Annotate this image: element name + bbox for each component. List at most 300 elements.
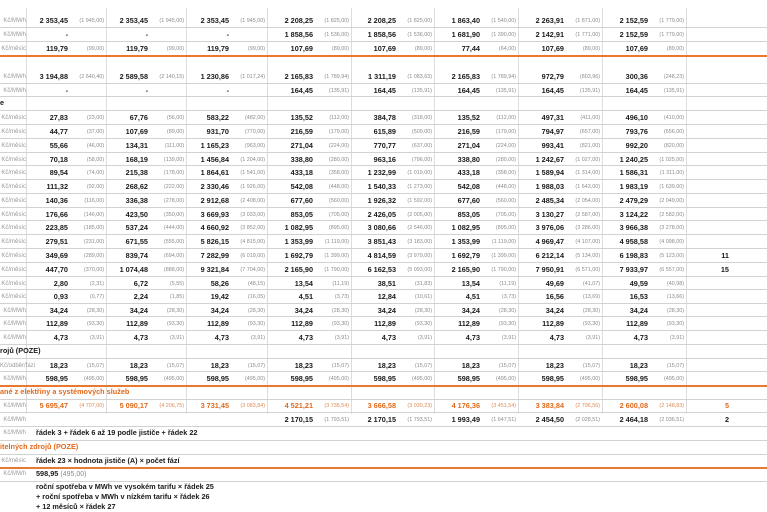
formula-consumption-3: + 12 měsíců × řádek 27 xyxy=(36,502,116,511)
price-cell xyxy=(186,317,267,331)
price-with-vat: 119,79 xyxy=(126,44,148,53)
price-without-vat: (1 790,00) xyxy=(491,267,516,273)
price-with-vat: 2 208,25 xyxy=(284,16,313,25)
price-without-vat: (112,00) xyxy=(496,115,516,121)
price-cell xyxy=(26,84,106,98)
price-with-vat: 4 176,36 xyxy=(451,401,480,410)
price-with-vat: 34,24 xyxy=(294,306,313,315)
price-with-vat: 271,04 xyxy=(290,141,313,150)
price-without-vat: (1 017,24) xyxy=(240,74,265,80)
price-cell xyxy=(686,180,767,194)
price-with-vat: 49,59 xyxy=(629,279,648,288)
price-without-vat: (6 557,00) xyxy=(659,267,684,273)
price-without-vat: (1 541,00) xyxy=(240,170,265,176)
price-without-vat: (278,00) xyxy=(163,198,184,204)
price-with-vat: 5 695,47 xyxy=(39,401,68,410)
price-without-vat: (1 311,00) xyxy=(659,170,684,176)
price-cell xyxy=(434,317,518,331)
price-cell xyxy=(602,14,686,28)
price-without-vat: (1 871,00) xyxy=(575,18,600,24)
price-with-vat: 176,66 xyxy=(45,210,68,219)
price-without-vat: (3 030,23) xyxy=(407,403,432,409)
price-with-vat: 18,23 xyxy=(129,361,148,370)
price-with-vat: 2 152,59 xyxy=(619,16,648,25)
price-with-vat: 677,60 xyxy=(290,196,313,205)
price-with-vat: 598,95 xyxy=(373,374,396,383)
price-without-vat: (13,69) xyxy=(582,294,600,300)
price-cell xyxy=(267,166,351,180)
price-without-vat: (231,00) xyxy=(83,239,104,245)
price-with-vat: 19,42 xyxy=(210,292,229,301)
price-cell xyxy=(518,277,602,291)
price-cell xyxy=(106,153,186,167)
price-cell xyxy=(26,263,106,277)
price-cell xyxy=(351,277,434,291)
price-cell xyxy=(686,277,767,291)
price-with-vat: 2,24 xyxy=(133,292,148,301)
price-cell xyxy=(351,249,434,263)
price-without-vat: (15,07) xyxy=(498,363,516,369)
price-without-vat: (112,00) xyxy=(329,115,349,121)
price-cell xyxy=(351,28,434,42)
unit-label: Kč/měsíc xyxy=(1,253,26,259)
price-cell xyxy=(602,153,686,167)
price-without-vat: (3,91) xyxy=(334,335,349,341)
price-with-vat: 1 692,79 xyxy=(451,251,480,260)
price-cell xyxy=(686,153,767,167)
price-with-vat: 7 950,91 xyxy=(535,265,564,274)
unit-label: Kč/MWh xyxy=(3,88,26,94)
price-cell xyxy=(686,317,767,331)
price-without-vat: (6 571,00) xyxy=(575,267,600,273)
price-without-vat: (694,00) xyxy=(163,253,184,259)
price-cell xyxy=(602,208,686,222)
table-row xyxy=(0,290,767,304)
price-without-vat: (3,91) xyxy=(169,335,184,341)
price-with-vat: 931,70 xyxy=(206,127,229,136)
price-without-vat: (495,00) xyxy=(163,376,184,382)
price-cell xyxy=(186,249,267,263)
price-without-vat: (3,91) xyxy=(250,335,265,341)
price-with-vat: 16,56 xyxy=(545,292,564,301)
price-without-vat: (1 027,00) xyxy=(575,157,600,163)
table-row xyxy=(0,399,767,413)
price-without-vat: (656,00) xyxy=(663,129,684,135)
price-with-vat: 2 xyxy=(724,415,729,424)
price-cell xyxy=(518,235,602,249)
price-with-vat: 598,95 xyxy=(457,374,480,383)
price-with-vat: 4,73 xyxy=(133,333,148,342)
price-with-vat: 112,89 xyxy=(626,319,648,328)
price-cell xyxy=(518,194,602,208)
price-cell xyxy=(267,317,351,331)
price-cell xyxy=(602,166,686,180)
price-without-vat: (495,00) xyxy=(83,376,104,382)
price-cell xyxy=(267,42,351,56)
price-with-vat: 4 814,59 xyxy=(367,251,396,260)
price-without-vat: (5,55) xyxy=(169,281,184,287)
price-without-vat: (146,00) xyxy=(83,212,104,218)
price-without-vat: (46,00) xyxy=(86,143,104,149)
price-cell xyxy=(602,331,686,345)
price-without-vat: (821,00) xyxy=(579,143,600,149)
price-cell xyxy=(106,111,186,125)
price-without-vat: (770,00) xyxy=(244,129,265,135)
price-with-vat: 3 080,66 xyxy=(367,223,396,232)
price-without-vat: (1 945,00) xyxy=(79,18,104,24)
price-without-vat: (1 779,00) xyxy=(659,18,684,24)
price-without-vat: (3,91) xyxy=(501,335,516,341)
price-with-vat: 216,59 xyxy=(290,127,313,136)
price-with-vat: 496,10 xyxy=(625,113,648,122)
price-without-vat: (560,00) xyxy=(495,198,516,204)
table-row xyxy=(0,317,767,331)
price-with-vat: 1 311,19 xyxy=(367,72,396,81)
price-cell xyxy=(434,249,518,263)
price-cell xyxy=(518,290,602,304)
price-cell xyxy=(434,125,518,139)
price-cell xyxy=(602,399,686,413)
price-without-vat: (350,00) xyxy=(163,212,184,218)
price-with-vat: 1 082,95 xyxy=(284,223,313,232)
price-without-vat: (1 926,00) xyxy=(240,184,265,190)
price-without-vat: (28,30) xyxy=(498,308,516,314)
price-without-vat: (99,00) xyxy=(247,46,265,52)
price-cell xyxy=(186,331,267,345)
price-cell xyxy=(434,372,518,386)
price-without-vat: (2 546,00) xyxy=(407,225,432,231)
price-cell xyxy=(434,413,518,427)
price-cell xyxy=(351,139,434,153)
price-with-vat: 3 130,27 xyxy=(535,210,564,219)
unit-label: Kč/MWh xyxy=(3,335,26,341)
price-cell xyxy=(351,331,434,345)
price-with-vat: - xyxy=(145,30,148,39)
price-with-vat: 963,16 xyxy=(373,155,396,164)
price-without-vat: (1 314,00) xyxy=(575,170,600,176)
section-label-poze: rojů (POZE) xyxy=(0,346,41,355)
price-with-vat: 7 933,97 xyxy=(619,265,648,274)
price-with-vat: 1 586,31 xyxy=(619,168,648,177)
unit-label: Kč/MWh xyxy=(3,376,26,382)
price-with-vat: 34,24 xyxy=(461,306,480,315)
price-with-vat: 16,53 xyxy=(629,292,648,301)
price-with-vat: 3 194,88 xyxy=(39,72,68,81)
price-cell xyxy=(267,413,351,427)
price-cell xyxy=(434,208,518,222)
price-without-vat: (3,91) xyxy=(89,335,104,341)
price-with-vat: 12,84 xyxy=(377,292,396,301)
price-without-vat: (89,00) xyxy=(582,46,600,52)
price-cell xyxy=(186,235,267,249)
price-with-vat: 677,60 xyxy=(457,196,480,205)
price-with-vat: 6 162,53 xyxy=(367,265,396,274)
price-without-vat: (222,00) xyxy=(163,184,184,190)
price-without-vat: (0,77) xyxy=(89,294,104,300)
price-without-vat: (1 825,00) xyxy=(407,18,432,24)
price-cell xyxy=(434,111,518,125)
price-with-vat: 3 669,93 xyxy=(200,210,229,219)
price-cell xyxy=(434,399,518,413)
price-without-vat: (2 036,51) xyxy=(659,417,684,423)
price-cell xyxy=(602,70,686,84)
price-with-vat: 18,23 xyxy=(210,361,229,370)
price-cell xyxy=(186,125,267,139)
price-cell xyxy=(518,221,602,235)
price-cell xyxy=(186,359,267,373)
price-with-vat: 4,73 xyxy=(214,333,229,342)
price-cell xyxy=(602,221,686,235)
price-with-vat: 9 321,84 xyxy=(200,265,229,274)
price-without-vat: (2 796,56) xyxy=(575,403,600,409)
price-cell xyxy=(26,399,106,413)
price-without-vat: (135,91) xyxy=(663,88,684,94)
price-with-vat: 1 230,86 xyxy=(200,72,229,81)
price-without-vat: (2 408,00) xyxy=(240,198,265,204)
price-without-vat: (93,30) xyxy=(498,321,516,327)
price-with-vat: 279,51 xyxy=(45,237,68,246)
price-with-vat: 4 521,21 xyxy=(284,401,313,410)
price-with-vat: 598,95 xyxy=(541,374,564,383)
price-cell xyxy=(686,166,767,180)
price-without-vat: (92,00) xyxy=(86,184,104,190)
unit-label: Kč/MWh xyxy=(3,471,26,477)
price-without-vat: (28,30) xyxy=(666,308,684,314)
price-cell xyxy=(686,331,767,345)
price-without-vat: (4 098,00) xyxy=(659,239,684,245)
price-with-vat: 1 353,99 xyxy=(451,237,480,246)
price-with-vat: 1 864,61 xyxy=(200,168,229,177)
price-without-vat: (2 005,00) xyxy=(407,212,432,218)
table-row xyxy=(0,166,767,180)
price-with-vat: 338,80 xyxy=(290,155,313,164)
price-cell xyxy=(518,372,602,386)
price-cell xyxy=(26,221,106,235)
price-with-vat: - xyxy=(226,30,229,39)
price-cell xyxy=(686,14,767,28)
table-row xyxy=(0,235,767,249)
price-with-vat: 537,24 xyxy=(125,223,148,232)
price-with-vat: 112,89 xyxy=(542,319,564,328)
price-without-vat: (3 083,84) xyxy=(240,403,265,409)
price-cell xyxy=(267,249,351,263)
price-without-vat: (1 399,00) xyxy=(324,253,349,259)
price-with-vat: 34,24 xyxy=(377,306,396,315)
price-without-vat: (74,00) xyxy=(86,170,104,176)
price-cell xyxy=(26,70,106,84)
price-without-vat: (3,91) xyxy=(417,335,432,341)
price-with-vat: 215,38 xyxy=(125,168,148,177)
price-without-vat: (358,00) xyxy=(495,170,516,176)
price-cell xyxy=(351,235,434,249)
price-without-vat: (1 540,00) xyxy=(491,18,516,24)
price-cell xyxy=(686,290,767,304)
price-with-vat: 112,89 xyxy=(291,319,313,328)
price-without-vat: (1 025,00) xyxy=(659,157,684,163)
price-cell xyxy=(434,28,518,42)
price-cell xyxy=(602,263,686,277)
price-without-vat: (10,61) xyxy=(414,294,432,300)
price-cell xyxy=(26,290,106,304)
price-cell xyxy=(602,111,686,125)
price-cell xyxy=(186,413,267,427)
price-cell xyxy=(434,42,518,56)
price-without-vat: (280,00) xyxy=(328,157,349,163)
price-cell xyxy=(351,180,434,194)
price-cell xyxy=(267,263,351,277)
price-with-vat: 70,18 xyxy=(49,155,68,164)
price-without-vat: (3 852,00) xyxy=(240,225,265,231)
price-with-vat: 1 858,56 xyxy=(367,30,396,39)
price-with-vat: 107,69 xyxy=(373,44,396,53)
price-with-vat: 4,73 xyxy=(298,333,313,342)
price-with-vat: - xyxy=(226,86,229,95)
price-cell xyxy=(26,180,106,194)
price-without-vat: (48,15) xyxy=(247,281,265,287)
price-cell xyxy=(434,70,518,84)
price-with-vat: 1 353,99 xyxy=(284,237,313,246)
price-cell xyxy=(434,263,518,277)
unit-label: Kč/měsíc xyxy=(1,170,26,176)
price-with-vat: 2 589,58 xyxy=(119,72,148,81)
price-without-vat: (135,91) xyxy=(328,88,349,94)
table-row xyxy=(0,180,767,194)
price-with-vat: 794,97 xyxy=(541,127,564,136)
price-cell xyxy=(434,235,518,249)
price-cell xyxy=(686,125,767,139)
price-cell xyxy=(26,331,106,345)
price-with-vat: - xyxy=(65,30,68,39)
price-without-vat: (13,66) xyxy=(666,294,684,300)
price-cell xyxy=(518,263,602,277)
table-row xyxy=(0,331,767,345)
price-cell xyxy=(686,139,767,153)
price-without-vat: (1 273,00) xyxy=(407,184,432,190)
price-cell xyxy=(106,42,186,56)
price-with-vat: 18,23 xyxy=(629,361,648,370)
unit-label: Kč/měsíc xyxy=(1,281,26,287)
formula-consumption-1: roční spotřeba v MWh ve vysokém tarifu × řádek 25 xyxy=(36,482,214,491)
price-cell xyxy=(186,290,267,304)
price-with-vat: 3 731,45 xyxy=(200,401,229,410)
price-without-vat: (16,05) xyxy=(247,294,265,300)
price-with-vat: 839,74 xyxy=(125,251,148,260)
price-cell xyxy=(186,166,267,180)
price-with-vat: 338,80 xyxy=(457,155,480,164)
price-with-vat: 135,52 xyxy=(457,113,480,122)
price-with-vat: 1 232,99 xyxy=(367,168,396,177)
price-with-vat: 2 353,45 xyxy=(200,16,229,25)
price-cell xyxy=(186,208,267,222)
price-with-vat: 5 826,15 xyxy=(200,237,229,246)
price-with-vat: 107,69 xyxy=(125,127,148,136)
table-row xyxy=(0,84,767,98)
price-cell xyxy=(434,331,518,345)
price-without-vat: (6 019,00) xyxy=(240,253,265,259)
price-cell xyxy=(434,359,518,373)
price-with-vat: 1 988,03 xyxy=(535,182,564,191)
price-with-vat: 140,36 xyxy=(45,196,68,205)
row-separator xyxy=(0,440,767,441)
price-cell xyxy=(351,399,434,413)
price-with-vat: 1 165,23 xyxy=(200,141,229,150)
price-with-vat: 671,55 xyxy=(125,237,148,246)
table-row xyxy=(0,125,767,139)
price-with-vat: 1 681,90 xyxy=(451,30,480,39)
price-without-vat: (15,07) xyxy=(582,363,600,369)
price-without-vat: (93,30) xyxy=(666,321,684,327)
price-cell xyxy=(186,263,267,277)
price-without-vat: (89,00) xyxy=(166,129,184,135)
price-without-vat: (495,00) xyxy=(328,376,349,382)
price-cell xyxy=(602,28,686,42)
price-cell xyxy=(602,194,686,208)
price-cell xyxy=(518,249,602,263)
price-with-vat: 3 124,22 xyxy=(619,210,648,219)
unit-label: Kč/měsíc xyxy=(1,157,26,163)
price-cell xyxy=(26,111,106,125)
price-cell xyxy=(434,84,518,98)
price-cell xyxy=(351,304,434,318)
price-cell xyxy=(186,372,267,386)
price-with-vat: 164,45 xyxy=(457,86,480,95)
price-cell xyxy=(434,194,518,208)
price-with-vat: 598,95 xyxy=(625,374,648,383)
price-cell xyxy=(351,208,434,222)
price-without-vat: (5 093,00) xyxy=(407,267,432,273)
price-with-vat: 271,04 xyxy=(457,141,480,150)
price-without-vat: (1 793,51) xyxy=(324,417,349,423)
price-with-vat: 4,73 xyxy=(549,333,564,342)
price-cell xyxy=(26,277,106,291)
price-without-vat: (93,30) xyxy=(247,321,265,327)
price-cell xyxy=(351,413,434,427)
price-cell xyxy=(686,413,767,427)
price-without-vat: (28,30) xyxy=(86,308,104,314)
price-without-vat: (1 390,00) xyxy=(491,32,516,38)
price-cell xyxy=(267,14,351,28)
price-cell xyxy=(106,14,186,28)
price-cell xyxy=(26,235,106,249)
price-without-vat: (15,07) xyxy=(86,363,104,369)
price-without-vat: (3 736,54) xyxy=(324,403,349,409)
price-with-vat: 433,18 xyxy=(290,168,313,177)
price-with-vat: 164,45 xyxy=(373,86,396,95)
price-cell xyxy=(106,70,186,84)
price-cell xyxy=(518,125,602,139)
price-cell xyxy=(106,290,186,304)
price-without-vat: (3 979,00) xyxy=(407,253,432,259)
price-cell xyxy=(26,194,106,208)
price-cell xyxy=(518,208,602,222)
price-without-vat: (2 640,40) xyxy=(79,74,104,80)
price-without-vat: (2 582,00) xyxy=(659,212,684,218)
price-with-vat: 993,41 xyxy=(541,141,564,150)
price-without-vat: (888,00) xyxy=(163,267,184,273)
price-cell xyxy=(26,413,106,427)
price-with-vat: 2 165,83 xyxy=(284,72,313,81)
price-with-vat: 1 858,56 xyxy=(284,30,313,39)
price-without-vat: (1 019,00) xyxy=(407,170,432,176)
price-without-vat: (280,00) xyxy=(495,157,516,163)
price-cell xyxy=(267,180,351,194)
price-with-vat: 5 090,17 xyxy=(119,401,148,410)
price-without-vat: (358,00) xyxy=(328,170,349,176)
price-cell xyxy=(267,359,351,373)
price-with-vat: 4,73 xyxy=(381,333,396,342)
price-with-vat: 598,95 xyxy=(290,374,313,383)
price-with-vat: 34,24 xyxy=(129,306,148,315)
